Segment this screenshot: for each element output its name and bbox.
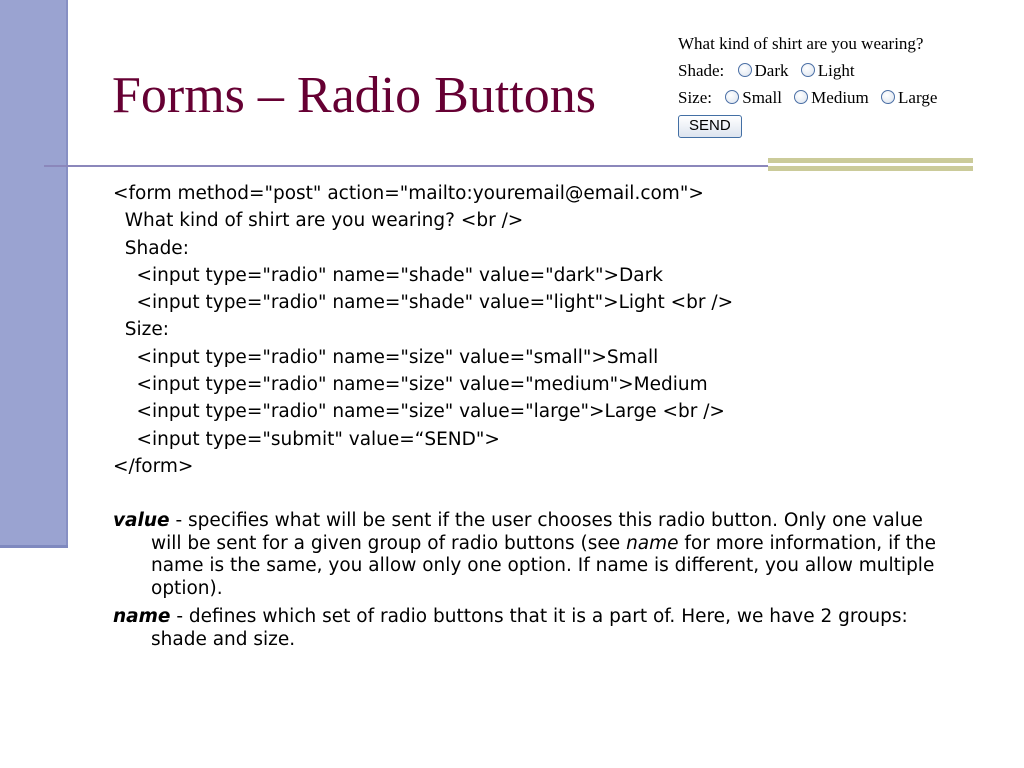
code-line: <input type="submit" value=“SEND"> xyxy=(113,428,500,450)
sidebar-shadow xyxy=(0,545,68,548)
value-name-ref: name xyxy=(626,532,679,554)
code-example xyxy=(113,180,733,480)
divider-bar xyxy=(768,158,973,163)
code-line: <input type="radio" name="size" value="large">Large <br /> xyxy=(113,401,725,423)
shade-light-radio[interactable] xyxy=(801,63,815,77)
divider-bar xyxy=(768,166,973,171)
size-medium-label: Medium xyxy=(811,88,869,107)
slide-title: Forms – Radio Buttons xyxy=(112,67,596,124)
value-description xyxy=(113,510,943,600)
code-line: What kind of shirt are you wearing? <br /> xyxy=(113,210,524,232)
value-term: value xyxy=(113,510,170,531)
sidebar-edge xyxy=(66,0,68,548)
code-line: Size: xyxy=(113,319,169,341)
value-text-1: - specifies what will be sent if the user chooses this radio button. Only one value will be sent for a given group of radio buttons (see xyxy=(151,510,923,554)
code-line: <form method="post" action="mailto:youremail@email.com"> xyxy=(113,183,704,204)
send-button[interactable]: SEND xyxy=(678,115,742,138)
code-line: </form> xyxy=(113,455,194,477)
shade-dark-label: Dark xyxy=(754,61,789,80)
description xyxy=(113,510,943,657)
demo-size-row xyxy=(678,84,945,111)
shade-label: Shade: xyxy=(678,61,725,80)
size-medium-radio[interactable] xyxy=(794,90,808,104)
size-small-label: Small xyxy=(742,88,782,107)
demo-send-row xyxy=(678,111,945,138)
size-large-label: Large xyxy=(898,88,938,107)
sidebar-decoration xyxy=(0,0,68,548)
shade-dark-radio[interactable] xyxy=(738,63,752,77)
code-line: Shade: xyxy=(113,237,189,259)
size-label: Size: xyxy=(678,88,712,107)
radio-form-demo xyxy=(678,30,945,138)
size-small-radio[interactable] xyxy=(725,90,739,104)
title-divider-line xyxy=(44,165,768,167)
demo-question: What kind of shirt are you wearing? xyxy=(678,34,924,53)
code-line: <input type="radio" name="size" value="medium">Medium xyxy=(113,374,708,396)
shade-light-label: Light xyxy=(817,61,855,80)
name-text: - defines which set of radio buttons that it is a part of. Here, we have 2 groups: shade and size. xyxy=(151,606,908,650)
code-line: <input type="radio" name="shade" value="dark">Dark xyxy=(113,264,663,286)
value-text-2: for more information, if the name is the same, you allow only one option. If name is different, you allow multiple option). xyxy=(151,532,936,599)
code-line: <input type="radio" name="shade" value="light">Light <br /> xyxy=(113,292,734,314)
name-term: name xyxy=(113,606,171,627)
size-large-radio[interactable] xyxy=(881,90,895,104)
title-divider-bars xyxy=(768,158,973,174)
demo-shade-row xyxy=(678,57,945,84)
code-line: <input type="radio" name="size" value="small">Small xyxy=(113,346,659,368)
name-description xyxy=(113,606,943,651)
